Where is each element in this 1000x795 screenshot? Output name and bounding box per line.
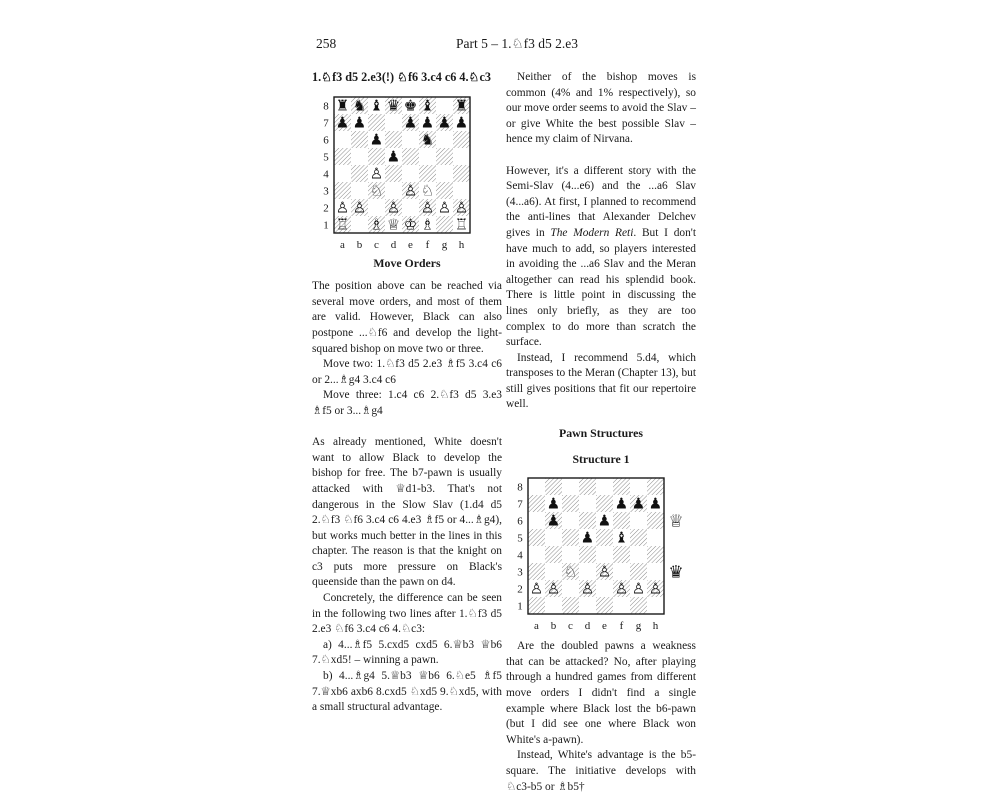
board-square-h4 xyxy=(647,546,664,563)
black-bishop-f8: ♝ xyxy=(420,96,435,115)
file-label: g xyxy=(441,238,448,251)
file-label: d xyxy=(584,620,591,633)
white-pawn-b2: ♙ xyxy=(352,198,367,217)
white-pawn-g2: ♙ xyxy=(437,198,452,217)
black-pawn-a7: ♟ xyxy=(335,113,350,132)
rank-label: 5 xyxy=(323,151,329,164)
board-square-e4 xyxy=(596,546,613,563)
board-square-e2 xyxy=(402,199,419,216)
running-head: Part 5 – 1.♘f3 d5 2.e3 xyxy=(456,36,578,51)
white-pawn-d2: ♙ xyxy=(580,579,595,598)
board-square-g4 xyxy=(630,546,647,563)
page-header xyxy=(316,36,701,56)
rank-label: 8 xyxy=(323,100,329,113)
black-queen-d8: ♛ xyxy=(386,96,401,115)
board-square-a1 xyxy=(528,597,545,614)
file-label: h xyxy=(458,238,465,251)
diagram-caption: Move Orders xyxy=(373,255,441,270)
board-square-e4 xyxy=(402,165,419,182)
black-pawn-f7: ♟ xyxy=(614,494,629,513)
black-pawn-e7: ♟ xyxy=(403,113,418,132)
board-square-f8 xyxy=(613,478,630,495)
rank-label: 2 xyxy=(517,583,523,596)
board-square-b6 xyxy=(351,131,368,148)
board-square-f5 xyxy=(419,148,436,165)
board-square-a4 xyxy=(528,546,545,563)
black-pawn-h7: ♟ xyxy=(648,494,663,513)
section-heading: Pawn Structures xyxy=(559,426,643,441)
file-label: g xyxy=(635,620,642,633)
black-pawn-b6: ♟ xyxy=(546,511,561,530)
file-label: b xyxy=(356,238,363,251)
file-label: a xyxy=(534,620,539,633)
board-square-c6 xyxy=(562,512,579,529)
file-label: a xyxy=(340,238,345,251)
white-pawn-c4: ♙ xyxy=(369,164,384,183)
board-square-h5 xyxy=(453,148,470,165)
board-square-a5 xyxy=(334,148,351,165)
white-pawn-e3: ♙ xyxy=(403,181,418,200)
paragraph: Concretely, the difference can be seen in the following two lines after 1.♘f3 d5 2.e3 ♘f6 3.c4 c6 4.♘c3: xyxy=(312,592,502,636)
rank-label: 5 xyxy=(517,532,523,545)
rank-label: 7 xyxy=(323,117,329,130)
board-square-g3 xyxy=(630,563,647,580)
board-square-h4 xyxy=(453,165,470,182)
board-square-b4 xyxy=(351,165,368,182)
board-square-g1 xyxy=(630,597,647,614)
white-pawn-a2: ♙ xyxy=(529,579,544,598)
white-pawn-d2: ♙ xyxy=(386,198,401,217)
board-square-f4 xyxy=(419,165,436,182)
paragraph: Instead, White's advantage is the b5-square. The initiative develops with ♘c3-b5 or ♗b5† xyxy=(506,749,696,793)
board-square-a4 xyxy=(334,165,351,182)
file-label: f xyxy=(425,238,430,251)
white-knight-c3: ♘ xyxy=(563,562,578,581)
board-square-b4 xyxy=(545,546,562,563)
board-square-e5 xyxy=(402,148,419,165)
board-square-d6 xyxy=(385,131,402,148)
rank-label: 3 xyxy=(323,185,329,198)
white-king-e1: ♔ xyxy=(403,215,418,234)
board-square-f6 xyxy=(613,512,630,529)
board-square-d1 xyxy=(579,597,596,614)
chess-board-1 xyxy=(312,94,502,254)
board-square-h8 xyxy=(647,478,664,495)
black-pawn-d5: ♟ xyxy=(580,528,595,547)
board-square-g6 xyxy=(630,512,647,529)
board-square-b1 xyxy=(545,597,562,614)
paragraph: As already mentioned, White doesn't want to allow Black to develop the bishop for free. The b7-pawn is usually attacked with ♕d1-b3. That's not dangerous in the Slow Slav (1.d4 d5 2.♘f3 ♘f6 3.c4 c6 4.e3 ♗f5 or 4...♗g4), but works much better in the lines in this chapter. The reason is that the knight on c3 puts more pressure on Black's queenside than the pawn on d4. xyxy=(312,436,502,589)
board-square-c7 xyxy=(368,114,385,131)
white-pawn-f2: ♙ xyxy=(614,579,629,598)
rank-label: 7 xyxy=(517,498,523,511)
board-square-h6 xyxy=(453,131,470,148)
black-queen-icon: ♛ xyxy=(668,562,684,583)
board-square-g8 xyxy=(630,478,647,495)
rank-label: 4 xyxy=(323,168,329,181)
rank-label: 1 xyxy=(517,600,523,613)
black-pawn-h7: ♟ xyxy=(454,113,469,132)
paragraph-text: . But I don't have much to add, so players interested in avoiding the ...a6 Slav and the Meran altogether can read his splendid book. There is little point in discussing the lines only briefly, as they are too complex to do more than scratch the surface. xyxy=(506,226,696,349)
black-king-e8: ♚ xyxy=(403,96,418,115)
board-square-c1 xyxy=(562,597,579,614)
line-b: b) 4...♗g4 5.♕b3 ♕b6 6.♘e5 ♗f5 7.♕xb6 axb6 8.cxd5 ♘xd5 9.♘xd5, with a small structural advantage. xyxy=(312,670,502,714)
file-label: d xyxy=(390,238,397,251)
black-pawn-e6: ♟ xyxy=(597,511,612,530)
board-square-d7 xyxy=(579,495,596,512)
line-a: a) 4...♗f5 5.cxd5 cxd5 6.♕b3 ♕b6 7.♘xd5! – winning a pawn. xyxy=(312,638,502,667)
paragraph xyxy=(506,164,696,351)
file-label: f xyxy=(619,620,624,633)
white-pawn-h2: ♙ xyxy=(454,198,469,217)
board-square-e8 xyxy=(596,478,613,495)
white-rook-h1: ♖ xyxy=(454,215,469,234)
black-rook-h8: ♜ xyxy=(454,96,469,115)
white-bishop-f1: ♗ xyxy=(420,215,435,234)
black-pawn-f7: ♟ xyxy=(420,113,435,132)
board-square-f4 xyxy=(613,546,630,563)
board-square-e7 xyxy=(596,495,613,512)
board-square-a5 xyxy=(528,529,545,546)
board-square-d4 xyxy=(579,546,596,563)
file-label: e xyxy=(408,238,413,251)
right-column xyxy=(506,70,696,795)
board-square-h3 xyxy=(453,182,470,199)
paragraph: Move three: 1.c4 c6 2.♘f3 d5 3.e3 ♗f5 or 3...♗g4 xyxy=(312,389,502,417)
diagram-structure-1 xyxy=(506,475,696,635)
board-square-b5 xyxy=(351,148,368,165)
white-rook-a1: ♖ xyxy=(335,215,350,234)
black-pawn-g7: ♟ xyxy=(631,494,646,513)
file-label: b xyxy=(550,620,557,633)
structure-heading: Structure 1 xyxy=(572,451,630,466)
board-square-a8 xyxy=(528,478,545,495)
white-pawn-g2: ♙ xyxy=(631,579,646,598)
rank-label: 4 xyxy=(517,549,523,562)
board-square-g1 xyxy=(436,216,453,233)
paragraph: Are the doubled pawns a weakness that can be attacked? No, after playing through a hundred games from different move orders I didn't find a single example where Black lost the b6-pawn (but I did see one where Black won White's a-pawn). xyxy=(506,640,696,746)
black-pawn-c6: ♟ xyxy=(369,130,384,149)
board-square-c5 xyxy=(368,148,385,165)
board-square-a6 xyxy=(334,131,351,148)
board-square-a3 xyxy=(334,182,351,199)
board-square-g6 xyxy=(436,131,453,148)
board-square-c2 xyxy=(368,199,385,216)
white-knight-c3: ♘ xyxy=(369,181,384,200)
board-square-c4 xyxy=(562,546,579,563)
board-square-b1 xyxy=(351,216,368,233)
board-square-b8 xyxy=(545,478,562,495)
black-rook-a8: ♜ xyxy=(335,96,350,115)
file-label: c xyxy=(374,238,379,251)
black-pawn-b7: ♟ xyxy=(352,113,367,132)
file-label: h xyxy=(652,620,659,633)
black-knight-b8: ♞ xyxy=(352,96,367,115)
board-square-c2 xyxy=(562,580,579,597)
file-label: e xyxy=(602,620,607,633)
board-square-h6 xyxy=(647,512,664,529)
board-square-e6 xyxy=(402,131,419,148)
board-square-h5 xyxy=(647,529,664,546)
board-square-b5 xyxy=(545,529,562,546)
board-square-c5 xyxy=(562,529,579,546)
black-pawn-b7: ♟ xyxy=(546,494,561,513)
paragraph: Neither of the bishop moves is common (4% and 1% respectively), so our move order seems to avoid the Slav – or give White the best possible Slav – hence my claim of Nirvana. xyxy=(506,71,696,146)
book-title: The Modern Reti xyxy=(550,226,634,239)
board-square-d4 xyxy=(385,165,402,182)
board-square-d3 xyxy=(579,563,596,580)
board-square-g4 xyxy=(436,165,453,182)
board-square-f3 xyxy=(613,563,630,580)
board-square-e5 xyxy=(596,529,613,546)
white-knight-f3: ♘ xyxy=(420,181,435,200)
board-square-b3 xyxy=(545,563,562,580)
rank-label: 2 xyxy=(323,202,329,215)
page-number: 258 xyxy=(316,36,337,51)
rank-label: 6 xyxy=(323,134,329,147)
rank-label: 1 xyxy=(323,219,329,232)
white-bishop-c1: ♗ xyxy=(369,215,384,234)
board-square-a7 xyxy=(528,495,545,512)
board-square-d7 xyxy=(385,114,402,131)
paragraph: The position above can be reached via several move orders, and most of them are valid. However, Black can also postpone ...♘f6 and develop the light-squared bishop on move two or three. xyxy=(312,280,502,355)
board-square-d6 xyxy=(579,512,596,529)
white-pawn-e3: ♙ xyxy=(597,562,612,581)
black-bishop-f5: ♝ xyxy=(614,528,629,547)
paragraph-text: However, it's a different story with the Semi-Slav (4...e6) and the ...a6 Slav (4...a6). At first, I planned to recommend the anti-lines that Alexander Delchev gives in xyxy=(506,164,696,239)
diagram-move-orders xyxy=(312,94,502,272)
board-square-h1 xyxy=(647,597,664,614)
board-square-d8 xyxy=(579,478,596,495)
white-queen-d1: ♕ xyxy=(386,215,401,234)
paragraph: Move two: 1.♘f3 d5 2.e3 ♗f5 3.c4 c6 or 2...♗g4 3.c4 c6 xyxy=(312,358,502,386)
board-square-g5 xyxy=(630,529,647,546)
black-pawn-g7: ♟ xyxy=(437,113,452,132)
white-pawn-a2: ♙ xyxy=(335,198,350,217)
rank-label: 6 xyxy=(517,515,523,528)
board-square-h3 xyxy=(647,563,664,580)
board-square-a3 xyxy=(528,563,545,580)
board-square-a6 xyxy=(528,512,545,529)
black-bishop-c8: ♝ xyxy=(369,96,384,115)
board-square-g5 xyxy=(436,148,453,165)
white-pawn-b2: ♙ xyxy=(546,579,561,598)
board-square-f1 xyxy=(613,597,630,614)
board-square-d3 xyxy=(385,182,402,199)
white-pawn-f2: ♙ xyxy=(420,198,435,217)
board-square-c8 xyxy=(562,478,579,495)
file-label: c xyxy=(568,620,573,633)
board-square-b3 xyxy=(351,182,368,199)
board-square-g8 xyxy=(436,97,453,114)
board-square-c7 xyxy=(562,495,579,512)
rank-label: 8 xyxy=(517,481,523,494)
board-square-e1 xyxy=(596,597,613,614)
paragraph: Instead, I recommend 5.d4, which transposes to the Meran (Chapter 13), but still gives positions that fit our repertoire well. xyxy=(506,351,696,411)
rank-label: 3 xyxy=(517,566,523,579)
white-queen-icon: ♕ xyxy=(668,511,684,532)
black-knight-f6: ♞ xyxy=(420,130,435,149)
board-square-g3 xyxy=(436,182,453,199)
board-square-e2 xyxy=(596,580,613,597)
chess-board-2 xyxy=(506,475,696,635)
opening-title: 1.♘f3 d5 2.e3(!) ♘f6 3.c4 c6 4.♘c3 xyxy=(312,70,491,84)
white-pawn-h2: ♙ xyxy=(648,579,663,598)
black-pawn-d5: ♟ xyxy=(386,147,401,166)
left-column xyxy=(312,70,502,716)
